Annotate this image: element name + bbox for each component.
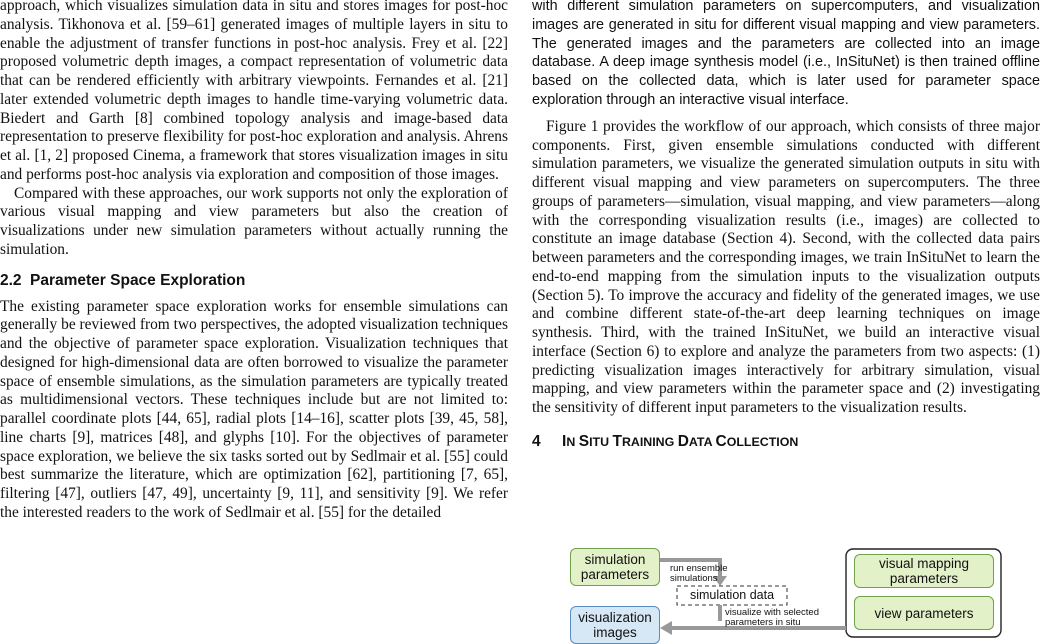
- section-heading: [532, 432, 1040, 452]
- paragraph: Figure 1 provides the workflow of our approach, which consists of three major components. First, given ensemble simulations conducted with different simulation parameters, we visualize the generated simulation outputs in situ with different visual mapping and view parameters on supercomputers. The three groups of parameters—simulation, visual mapping, and view parameters—along with the corresponding visualization results (i.e., images) are collected to constitute an image database (Section 4). Second, with the collected data pairs between parameters and the corresponding images, we train InSituNet to learn the end-to-end mapping from the simulation inputs to the visualization outputs (Section 5). To improve the accuracy and fidelity of the generated images, we use and combine different state-of-the-art deep learning techniques on image synthesis. Third, with the trained InSituNet, we build an interactive visual interface (Section 6) to explore and analyze the parameters from two aspects: (1) predicting visualization images interactively for arbitrary simulation, visual mapping, and view parameters within the parameter space and (2) investigating the sensitivity of different input parameters to the visualization results.: [532, 117, 1040, 417]
- section-number: 4: [532, 432, 541, 450]
- visualize-arrowhead: [660, 621, 672, 635]
- run-ensemble-label: run ensemble simulations: [670, 563, 728, 584]
- right-column: [532, 0, 1040, 452]
- simulation-parameters-box: simulation parameters: [570, 548, 660, 586]
- simulation-data-label: simulation data: [689, 588, 775, 602]
- paragraph: approach, which visualizes simulation data in situ and stores images for post-hoc analysis. Tikhonova et al. [59–61] generated images of multiple layers in situ to enable the adjustment of transfer functions in post-hoc analysis. Frey et al. [22] proposed volumetric depth images, a compact representation of volumetric data that can be rendered efficiently with arbitrary viewpoints. Fernandes et al. [21] later extended volumetric depth images to handle time-varying volumetric data. Biedert and Garth [8] combined topology analysis and image-based data representation to preserve flexibility for post-hoc exploration and analysis. Ahrens et al. [1, 2] proposed Cinema, a framework that stores visualization images in situ and performs post-hoc analysis via exploration and composition of those images.: [0, 0, 508, 183]
- paragraph: Compared with these approaches, our work supports not only the exploration of various visual mapping and view parameters but also the creation of visualizations under new simulation parameters without actually running the simulation.: [0, 184, 508, 258]
- left-column: [0, 0, 508, 523]
- figure-caption: with different simulation parameters on supercomputers, and visualization images are generated in situ for different visual mapping and view parameters. The generated images and the parameters are collected into an image database. A deep image synthesis model (i.e., InSituNet) is then trained offline based on the collected data, which is later used for parameter space exploration through an interactive visual interface.: [532, 0, 1040, 108]
- paragraph: The existing parameter space exploration works for ensemble simulations can generally be reviewed from two perspectives, the adopted visualization techniques and the objective of parameter space exploration. Visualization techniques that designed for high-dimensional data are often borrowed to visualize the parameter space of ensemble simulations, as the simulation parameters are typically treated as multidimensional vectors. These techniques include but are not limited to: parallel coordinate plots [44, 65], radial plots [14–16], scatter plots [39, 45, 58], line charts [9], matrices [48], and glyphs [10]. For the objectives of parameter space exploration, we believe the six tasks sorted out by Sedlmair et al. [55] could best summarize the literature, which are optimization [62], partitioning [7, 65], filtering [47], outliers [47, 49], uncertainty [9, 11], and sensitivity [9]. We refer the interested readers to the work of Sedlmair et al. [55] for the detailed: [0, 297, 508, 521]
- section-title: IN SITU TRAINING DATA COLLECTION: [562, 432, 799, 450]
- section-title: Parameter Space Exploration: [30, 271, 246, 289]
- view-parameters-box: view parameters: [854, 596, 994, 630]
- section-heading: [0, 271, 508, 291]
- visualize-label: visualize with selected parameters in situ: [725, 607, 819, 628]
- section-number: 2.2: [0, 271, 22, 289]
- workflow-figure: [570, 548, 1002, 644]
- visual-mapping-parameters-box: visual mapping parameters: [854, 554, 994, 588]
- visualization-images-box: visualization images: [570, 606, 660, 644]
